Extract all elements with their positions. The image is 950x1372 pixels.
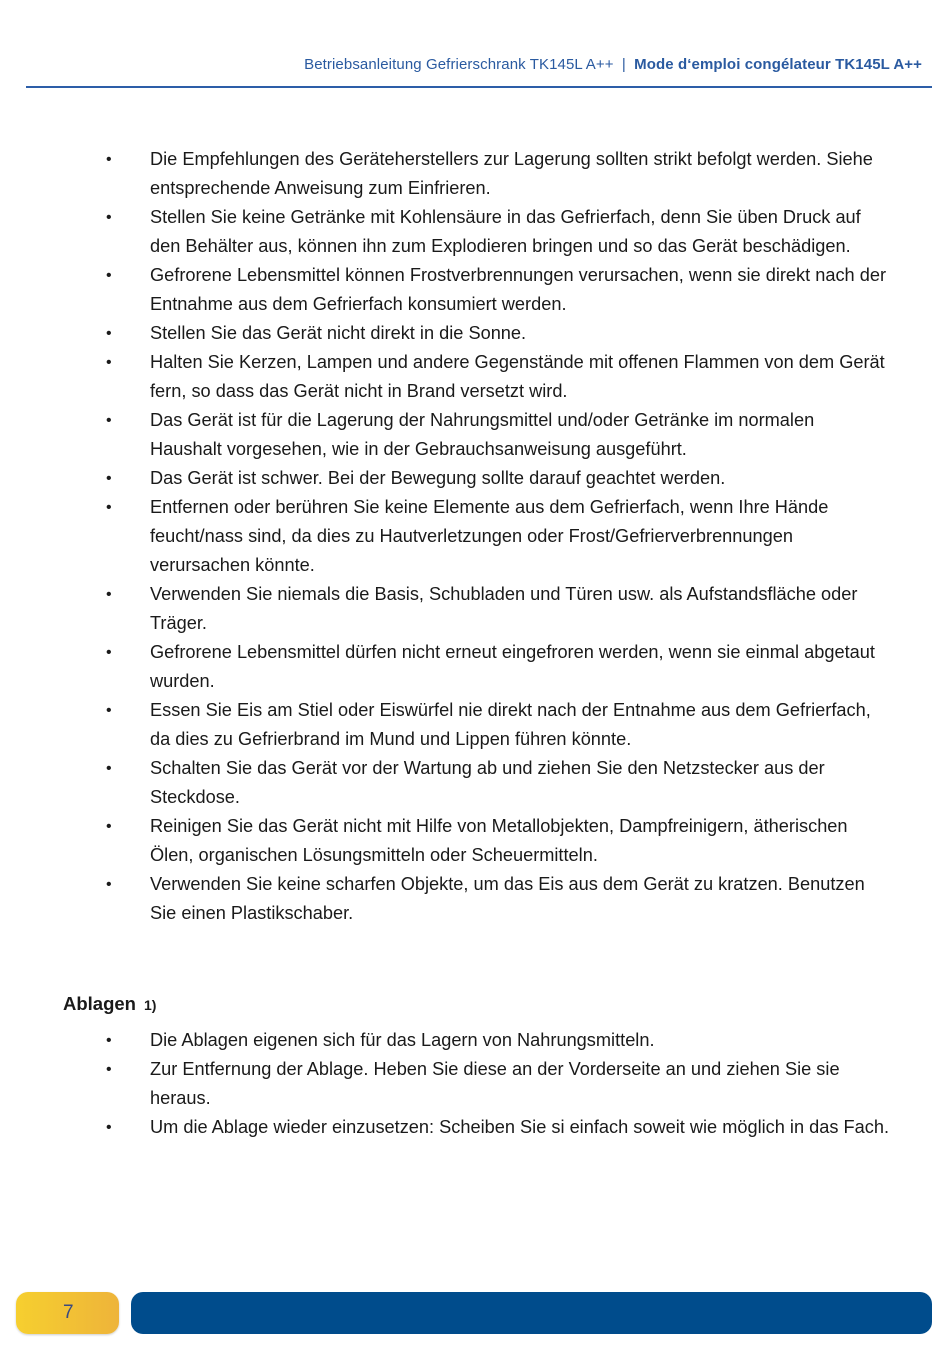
list-item: • Reinigen Sie das Gerät nicht mit Hilfe von Metallobjekten, Dampfreinigern, ätherischen Ölen, organischen Lösungsmitteln oder Scheuermitteln.: [0, 812, 890, 870]
bullet-icon: •: [106, 325, 112, 342]
list-item: • Schalten Sie das Gerät vor der Wartung ab und ziehen Sie den Netzstecker aus der Steckdose.: [0, 754, 890, 812]
bullet-icon: •: [106, 876, 112, 893]
section-number: 1): [143, 997, 157, 1013]
list-item: • Gefrorene Lebensmittel können Frostverbrennungen verursachen, wenn sie direkt nach der Entnahme aus dem Gefrierfach konsumiert werden.: [0, 261, 890, 319]
list-item: • Gefrorene Lebensmittel dürfen nicht erneut eingefroren werden, wenn sie einmal abgetaut wurden.: [0, 638, 890, 696]
bullet-icon: •: [106, 586, 112, 603]
header-title-de: Betriebsanleitung Gefrierschrank TK145L A++: [304, 56, 614, 73]
list-item: • Die Empfehlungen des Geräteherstellers zur Lagerung sollten strikt befolgt werden. Siehe entsprechende Anweisung zum Einfrieren.: [0, 145, 890, 203]
list-item: • Stellen Sie keine Getränke mit Kohlensäure in das Gefrierfach, denn Sie üben Druck auf den Behälter aus, können ihn zum Explodieren bringen und so das Gerät beschädigen.: [0, 203, 890, 261]
header-title-fr: Mode d‘emploi congélateur TK145L A++: [634, 56, 922, 73]
footer-bar: [131, 1292, 932, 1334]
page-number-tab: [16, 1292, 119, 1334]
bullet-icon: •: [106, 760, 112, 777]
bullet-icon: •: [106, 499, 112, 516]
section-heading-ablagen: [63, 993, 156, 1015]
list-item: • Die Ablagen eigenen sich für das Lagern von Nahrungsmitteln.: [0, 1026, 890, 1055]
bullet-icon: •: [106, 267, 112, 284]
bullet-icon: •: [106, 209, 112, 226]
list-item: • Essen Sie Eis am Stiel oder Eiswürfel nie direkt nach der Entnahme aus dem Gefrierfach, da dies zu Gefrierbrand im Mund und Lippen führen könnte.: [0, 696, 890, 754]
bullet-icon: •: [106, 702, 112, 719]
header-separator: |: [621, 56, 626, 73]
list-item: • Stellen Sie das Gerät nicht direkt in die Sonne.: [0, 319, 890, 348]
list-item: • Verwenden Sie keine scharfen Objekte, um das Eis aus dem Gerät zu kratzen. Benutzen Sie einen Plastikschaber.: [0, 870, 890, 928]
list-item: • Entfernen oder berühren Sie keine Elemente aus dem Gefrierfach, wenn Ihre Hände feucht/nass sind, da dies zu Hautverletzungen oder Frost/Gefrierverbrennungen verursachen könnte.: [0, 493, 890, 580]
bullet-icon: •: [106, 354, 112, 371]
header-rule: [26, 86, 932, 88]
list-item: • Verwenden Sie niemals die Basis, Schubladen und Türen usw. als Aufstandsfläche oder Träger.: [0, 580, 890, 638]
ablagen-list: [0, 1026, 890, 1142]
bullet-icon: •: [106, 644, 112, 661]
list-item: • Das Gerät ist für die Lagerung der Nahrungsmittel und/oder Getränke im normalen Haushalt vorgesehen, wie in der Gebrauchsanweisung ausgeführt.: [0, 406, 890, 464]
section-title: Ablagen: [63, 993, 136, 1014]
safety-list: [0, 145, 890, 928]
bullet-icon: •: [106, 1032, 112, 1049]
list-item: • Zur Entfernung der Ablage. Heben Sie diese an der Vorderseite an und ziehen Sie sie heraus.: [0, 1055, 890, 1113]
bullet-icon: •: [106, 1119, 112, 1136]
bullet-icon: •: [106, 818, 112, 835]
bullet-icon: •: [106, 412, 112, 429]
list-item: • Das Gerät ist schwer. Bei der Bewegung sollte darauf geachtet werden.: [0, 464, 890, 493]
page-number: 7: [63, 1302, 74, 1323]
bullet-icon: •: [106, 470, 112, 487]
list-item: • Um die Ablage wieder einzusetzen: Scheiben Sie si einfach soweit wie möglich in das Fach.: [0, 1113, 890, 1142]
bullet-icon: •: [106, 151, 112, 168]
bullet-icon: •: [106, 1061, 112, 1078]
running-header: [0, 56, 922, 73]
list-item: • Halten Sie Kerzen, Lampen und andere Gegenstände mit offenen Flammen von dem Gerät fern, so dass das Gerät nicht in Brand versetzt wird.: [0, 348, 890, 406]
